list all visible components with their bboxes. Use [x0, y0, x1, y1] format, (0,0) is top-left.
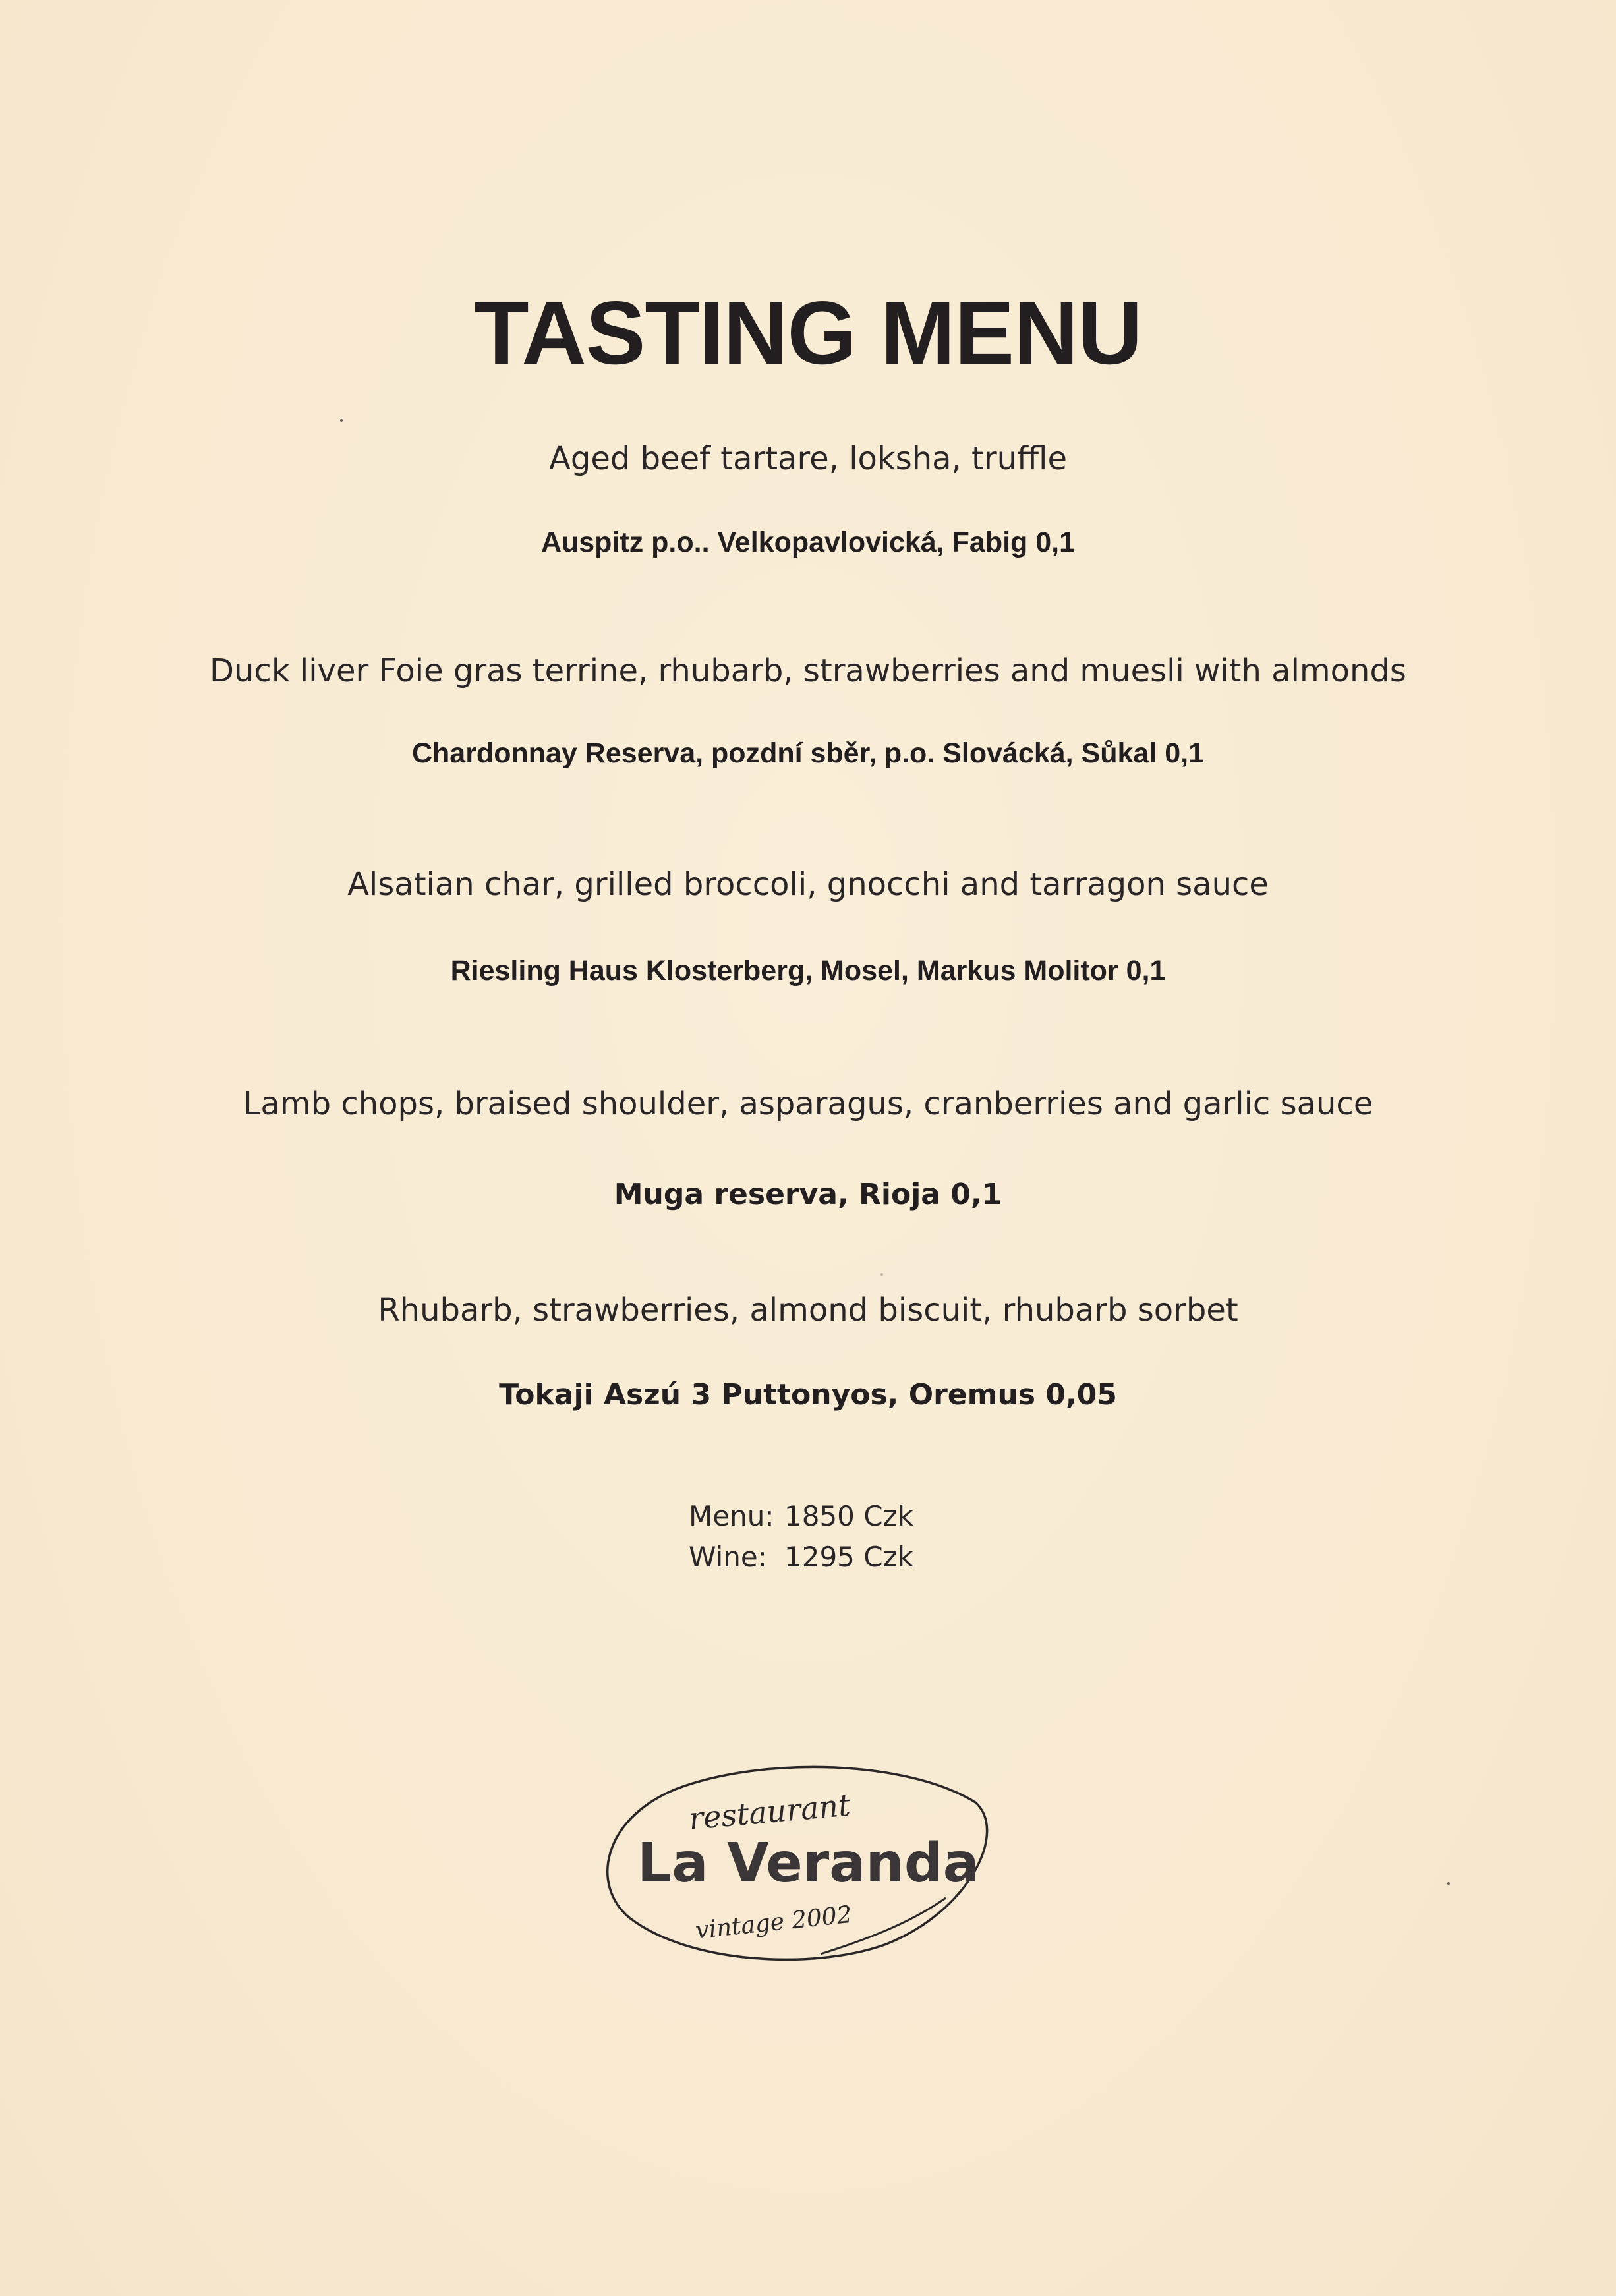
- wine-price-label: Wine:: [689, 1541, 767, 1573]
- course-5-dish: Rhubarb, strawberries, almond biscuit, rhubarb sorbet: [378, 1292, 1238, 1329]
- course-5-wine: Tokaji Aszú 3 Puttonyos, Oremus 0,05: [499, 1378, 1117, 1412]
- price-list: [689, 1496, 913, 1578]
- course-3-wine: Riesling Haus Klosterberg, Mosel, Markus Molitor 0,1: [450, 955, 1166, 987]
- restaurant-logo: [596, 1760, 998, 1970]
- course-4-dish: Lamb chops, braised shoulder, asparagus, cranberries and garlic sauce: [243, 1085, 1373, 1122]
- course-2-dish: Duck liver Foie gras terrine, rhubarb, strawberries and muesli with almonds: [210, 652, 1406, 689]
- menu-price-value: 1850 Czk: [784, 1500, 913, 1532]
- logo-name-text: La Veranda: [637, 1832, 979, 1895]
- wine-price-value: 1295 Czk: [784, 1541, 913, 1573]
- course-3-dish: Alsatian char, grilled broccoli, gnocchi and tarragon sauce: [347, 866, 1269, 903]
- paper-speck: [880, 1273, 883, 1276]
- course-1-dish: Aged beef tartare, loksha, truffle: [549, 440, 1067, 477]
- logo-top-text: restaurant: [687, 1787, 852, 1837]
- paper-speck: [1447, 1882, 1450, 1885]
- course-1-wine: Auspitz p.o.. Velkopavlovická, Fabig 0,1: [540, 527, 1076, 558]
- page-title: TASTING MENU: [474, 283, 1142, 383]
- logo-bottom-text: vintage 2002: [694, 1901, 853, 1945]
- menu-price-label: Menu:: [689, 1500, 774, 1532]
- paper-speck: [340, 419, 343, 422]
- course-2-wine: Chardonnay Reserva, pozdní sběr, p.o. Slovácká, Sůkal 0,1: [411, 737, 1205, 769]
- menu-price-row: [689, 1496, 913, 1537]
- wine-price-row: [689, 1537, 913, 1578]
- course-4-wine: Muga reserva, Rioja 0,1: [614, 1178, 1002, 1211]
